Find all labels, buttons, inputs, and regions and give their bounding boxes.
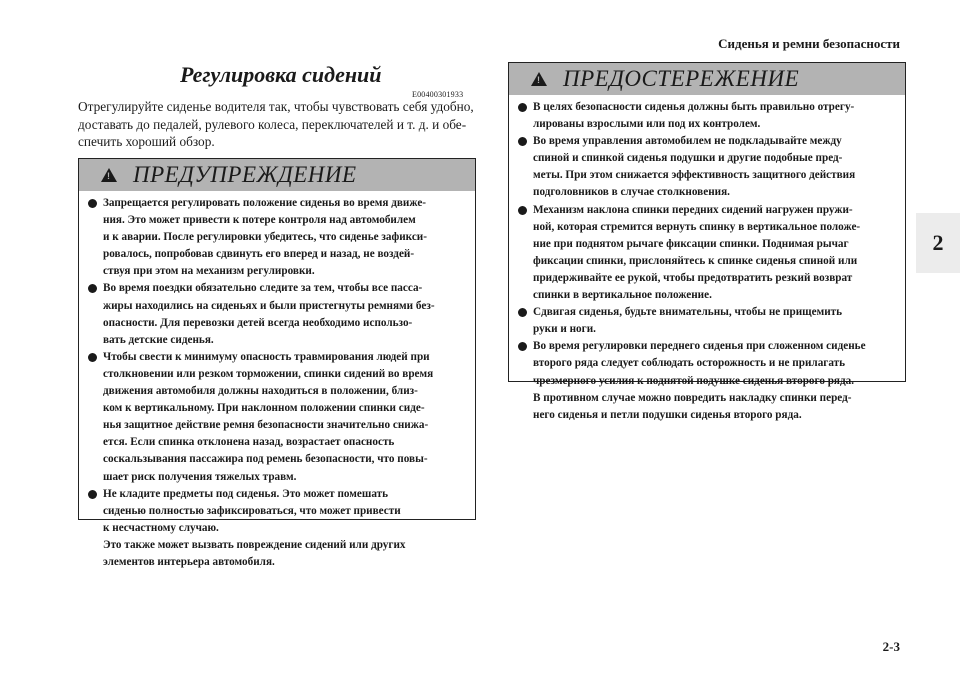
section-title: Регулировка сидений xyxy=(180,62,382,87)
warning-line: ком к вертикальному. При наклонном положении спинки сиде- xyxy=(103,402,425,415)
warning-line: соскальзывания пассажира под ремень безопасности, что повы- xyxy=(103,453,428,466)
section-code: E00400301933 xyxy=(412,90,464,99)
caution-line: ной, которая стремится вернуть спинку в вертикальное положе- xyxy=(533,220,861,233)
caution-line: спинки в вертикальное положение. xyxy=(533,289,712,302)
warning-item xyxy=(85,280,467,348)
warning-line: движения автомобиля должны находиться в положении, близ- xyxy=(103,385,418,398)
warning-line: ется. Если спинка отклонена назад, возрастает опасность xyxy=(103,436,395,449)
intro-paragraph xyxy=(78,98,478,151)
intro-line: доставать до педалей, рулевого колеса, переключателей и т. д. и обе- xyxy=(78,116,467,132)
bullet-icon xyxy=(518,137,527,146)
bullet-icon xyxy=(88,353,97,362)
caution-line: фиксации спинки, прислоняйтесь к спинке сиденья спиной или xyxy=(533,254,858,267)
intro-line: спечить хороший обзор. xyxy=(78,134,215,149)
bullet-icon xyxy=(88,199,97,208)
caution-line: чрезмерного усилия к поднятой подушке сиденья второго ряда. xyxy=(533,374,855,387)
warning-box-title: ПРЕДУПРЕЖДЕНИЕ xyxy=(133,162,357,187)
page-number: 2-3 xyxy=(882,639,900,654)
warning-line: Запрещается регулировать положение сиденья во время движе- xyxy=(103,197,427,209)
warning-line: ровалось, попробовав сдвинуть его вперед и назад, не воздей- xyxy=(103,248,415,261)
caution-line: подголовников в случае столкновения. xyxy=(533,186,730,199)
caution-line: второго ряда следует соблюдать осторожность и не прилагать xyxy=(533,357,846,370)
warning-line: нья защитное действие ремня безопасности значительно снижа- xyxy=(103,419,429,432)
warning-line: и к аварии. После регулировки убедитесь, что сиденье зафикси- xyxy=(103,231,427,244)
running-header: Сиденья и ремни безопасности xyxy=(718,36,900,51)
intro-line: Отрегулируйте сиденье водителя так, чтобы чувствовать себя удобно, xyxy=(78,99,474,114)
chapter-tab: 2 xyxy=(916,213,960,273)
warning-line: ния. Это может привести к потере контроля над автомобилем xyxy=(103,214,416,227)
caution-line: В целях безопасности сиденья должны быть правильно отрегу- xyxy=(533,101,855,113)
warning-box-header xyxy=(79,159,475,191)
warning-line: шает риск получения тяжелых травм. xyxy=(103,470,297,483)
bullet-icon xyxy=(518,103,527,112)
caution-item xyxy=(515,99,897,133)
warning-line: Во время поездки обязательно следите за тем, чтобы все пасса- xyxy=(103,282,423,295)
caution-box-body xyxy=(509,95,905,424)
warning-item xyxy=(85,195,467,280)
caution-line: В противном случае можно повредить накладку спинки перед- xyxy=(533,391,852,404)
warning-line: элементов интерьера автомобиля. xyxy=(103,555,275,568)
warning-triangle-icon: ! xyxy=(531,72,547,86)
bullet-icon xyxy=(518,342,527,351)
bullet-icon xyxy=(88,284,97,293)
warning-line: вать детские сиденья. xyxy=(103,333,214,346)
caution-line: лированы взрослыми или под их контролем. xyxy=(533,118,761,131)
caution-box-title: ПРЕДОСТЕРЕЖЕНИЕ xyxy=(563,66,800,91)
warning-line: сиденью полностью зафиксироваться, что может привести xyxy=(103,504,401,517)
caution-line: руки и ноги. xyxy=(533,323,596,336)
warning-box xyxy=(78,158,476,568)
caution-item xyxy=(515,304,897,338)
warning-item xyxy=(85,486,467,571)
caution-line: Во время регулировки переднего сиденья при сложенном сиденье xyxy=(533,340,866,353)
warning-triangle-icon: ! xyxy=(101,168,117,182)
warning-item xyxy=(85,349,467,486)
caution-line: ние при поднятом рычаге фиксации спинки. Поднимая рычаг xyxy=(533,237,849,250)
caution-box-header xyxy=(509,63,905,95)
bullet-icon xyxy=(518,206,527,215)
caution-line: Сдвигая сиденья, будьте внимательны, чтобы не прищемить xyxy=(533,306,843,319)
warning-line: столкновении или резком торможении, спинки сидений во время xyxy=(103,367,434,380)
warning-box-body xyxy=(79,191,475,571)
warning-line: ствуя при этом на механизм регулировки. xyxy=(103,265,315,278)
warning-line: к несчастному случаю. xyxy=(103,521,219,534)
caution-line: него сиденья и петли подушки сиденья второго ряда. xyxy=(533,408,802,421)
warning-line: Это также может вызвать повреждение сидений или других xyxy=(103,538,406,551)
warning-line: Не кладите предметы под сиденья. Это может помешать xyxy=(103,487,389,500)
caution-box xyxy=(508,62,906,421)
caution-line: придерживайте ее рукой, чтобы предотвратить резкий возврат xyxy=(533,271,853,284)
caution-line: спиной и спинкой сиденья подушки и другие подобные пред- xyxy=(533,152,843,165)
caution-line: меты. При этом снижается эффективность защитного действия xyxy=(533,169,856,182)
warning-line: жиры находились на сиденьях и были пристегнуты ремнями без- xyxy=(103,299,435,312)
caution-item xyxy=(515,202,897,305)
bullet-icon xyxy=(88,490,97,499)
bullet-icon xyxy=(518,308,527,317)
caution-item xyxy=(515,338,897,423)
warning-line: опасности. Для перевозки детей всегда необходимо использо- xyxy=(103,316,413,329)
caution-line: Механизм наклона спинки передних сидений нагружен пружи- xyxy=(533,203,853,216)
warning-line: Чтобы свести к минимуму опасность травмирования людей при xyxy=(103,350,430,363)
caution-item xyxy=(515,133,897,201)
caution-line: Во время управления автомобилем не подкладывайте между xyxy=(533,135,842,148)
